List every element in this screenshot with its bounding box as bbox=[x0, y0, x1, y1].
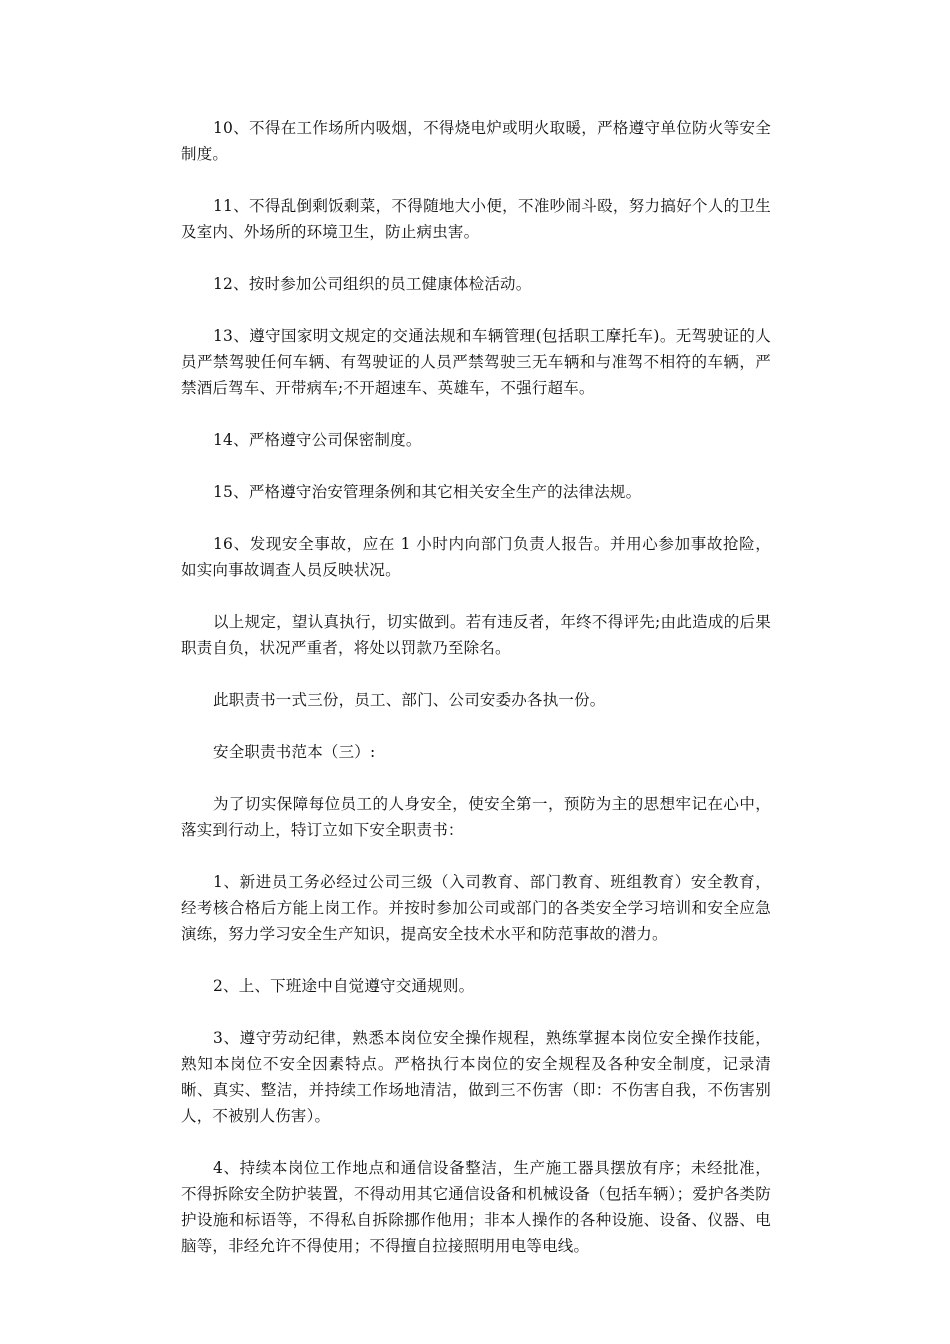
intro-paragraph: 为了切实保障每位员工的人身安全，使安全第一，预防为主的思想牢记在心中，落实到行动上，特订立如下安全职责书： bbox=[181, 795, 771, 839]
rule-item-1: 1、新进员工务必经过公司三级（入司教育、部门教育、班组教育）安全教育，经考核合格后方能上岗工作。并按时参加公司或部门的各类安全学习培训和安全应急演练，努力学习安全生产知识，提高安全技术水平和防范事故的潜力。 bbox=[181, 873, 771, 943]
paragraph-item-13: 13、遵守国家明文规定的交通法规和车辆管理(包括职工摩托车)。无驾驶证的人员严禁驾驶任何车辆、有驾驶证的人员严禁驾驶三无车辆和与准驾不相符的车辆，严禁酒后驾车、开带病车;不开超速车、英雄车，不强行超车。 bbox=[181, 327, 771, 397]
rule-item-4: 4、持续本岗位工作地点和通信设备整洁，生产施工器具摆放有序；未经批准，不得拆除安全防护装置，不得动用其它通信设备和机械设备（包括车辆）；爱护各类防护设施和标语等，不得私自拆除挪作他用；非本人操作的各种设施、设备、仪器、电脑等，非经允许不得使用；不得擅自拉接照明用电等电线。 bbox=[181, 1159, 771, 1255]
rule-item-3: 3、遵守劳动纪律，熟悉本岗位安全操作规程，熟练掌握本岗位安全操作技能，熟知本岗位不安全因素特点。严格执行本岗位的安全规程及各种安全制度，记录清晰、真实、整洁，并持续工作场地清洁，做到三不伤害（即：不伤害自我，不伤害别人，不被别人伤害）。 bbox=[181, 1029, 771, 1125]
paragraph-item-10: 10、不得在工作场所内吸烟，不得烧电炉或明火取暖，严格遵守单位防火等安全制度。 bbox=[181, 119, 771, 163]
rule-item-2: 2、上、下班途中自觉遵守交通规则。 bbox=[213, 977, 475, 995]
paragraph-item-16: 16、发现安全事故，应在 1 小时内向部门负责人报告。并用心参加事故抢险，如实向事故调查人员反映状况。 bbox=[181, 535, 771, 579]
paragraph-item-12: 12、按时参加公司组织的员工健康体检活动。 bbox=[213, 275, 532, 293]
paragraph-item-11: 11、不得乱倒剩饭剩菜，不得随地大小便，不准吵闹斗殴，努力搞好个人的卫生及室内、外场所的环境卫生，防止病虫害。 bbox=[181, 197, 771, 241]
section-heading: 安全职责书范本（三）: bbox=[213, 743, 376, 761]
paragraph-item-14: 14、严格遵守公司保密制度。 bbox=[213, 431, 422, 449]
paragraph-item-15: 15、严格遵守治安管理条例和其它相关安全生产的法律法规。 bbox=[213, 483, 642, 501]
document-body bbox=[181, 115, 771, 1285]
closing-note: 以上规定，望认真执行，切实做到。若有违反者，年终不得评先;由此造成的后果职责自负，状况严重者，将处以罚款乃至除名。 bbox=[181, 613, 771, 657]
copies-note: 此职责书一式三份，员工、部门、公司安委办各执一份。 bbox=[213, 691, 606, 709]
